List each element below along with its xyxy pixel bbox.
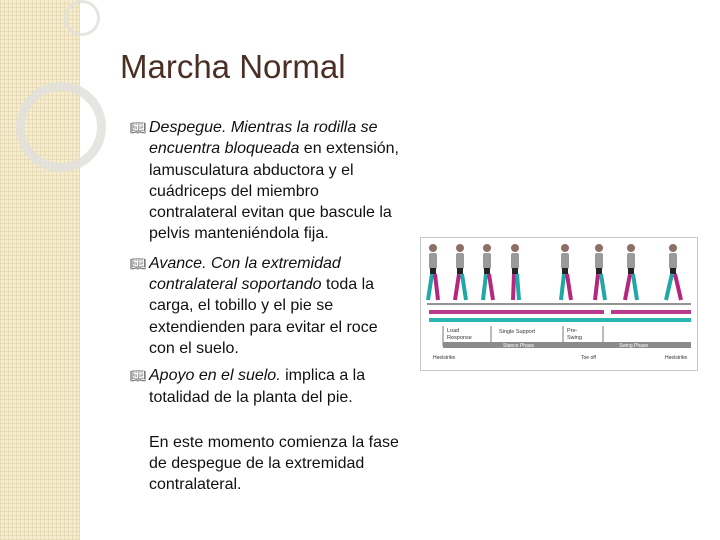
- bullet-3-italic: Apoyo en el suelo.: [149, 367, 281, 385]
- bullet-2-italic: Avance. Con la extremidad contralateral soportando: [149, 254, 341, 294]
- bullet-marker-icon: 📖︎: [130, 369, 147, 385]
- decorative-ring-large: [16, 82, 106, 172]
- gait-cycle-figure: [420, 237, 698, 371]
- decorative-ring-small: [64, 0, 100, 36]
- walker-7: [625, 244, 637, 300]
- walker-8: [666, 244, 681, 300]
- slide-body: [130, 117, 406, 496]
- label-pre: Pre-: [567, 328, 578, 334]
- bullet-despegue: [130, 117, 406, 245]
- gait-cycle-illustration: [421, 238, 697, 370]
- bullet-avance: [130, 253, 406, 359]
- label-swing: Swing: [567, 335, 582, 341]
- walker-2: [455, 244, 466, 300]
- walker-6: [595, 244, 605, 300]
- bullet-marker-icon: 📖︎: [130, 256, 147, 272]
- bullet-apoyo: [130, 365, 406, 408]
- label-heelstrike-end: Heelstrike: [665, 355, 688, 361]
- label-toe-off: Toe off: [581, 355, 596, 361]
- label-stance-phase: Stance Phase: [503, 343, 535, 349]
- limb-bar-magenta-right: [611, 310, 691, 314]
- bullet-marker-icon: 📖︎: [130, 121, 147, 136]
- limb-bar-teal: [429, 318, 691, 322]
- limb-bar-magenta-left: [429, 310, 604, 314]
- walker-3: [483, 244, 493, 300]
- walker-4: [511, 244, 519, 300]
- bullet-1-italic: Despegue. Mientras la rodilla se encuentra bloqueada: [149, 119, 378, 158]
- bullet-1-text: en extensión, lamusculatura abductora y el cuádriceps del miembro contralateral evitan que bascule la pelvis manteniéndola fija.: [149, 140, 399, 243]
- slide-title: Marcha Normal: [120, 48, 346, 85]
- bullet-2-text: toda la carga, el tobillo y el pie se extendienden para evitar el roce con el suelo.: [149, 276, 378, 357]
- label-heelstrike-start: Heelstrike: [433, 355, 456, 361]
- bullet-3-text: implica a la totalidad de la planta del pie.: [149, 367, 366, 406]
- walker-5: [561, 244, 571, 300]
- decorative-side-strip: [0, 0, 80, 540]
- label-load: Load: [447, 328, 460, 334]
- label-response: Response: [447, 335, 472, 341]
- closing-paragraph: En este momento comienza la fase de despegue de la extremidad contralateral.: [149, 433, 399, 494]
- label-swing-phase: Swing Phase: [619, 343, 649, 349]
- label-single-support: Single Support: [499, 329, 536, 335]
- walker-1: [428, 244, 438, 300]
